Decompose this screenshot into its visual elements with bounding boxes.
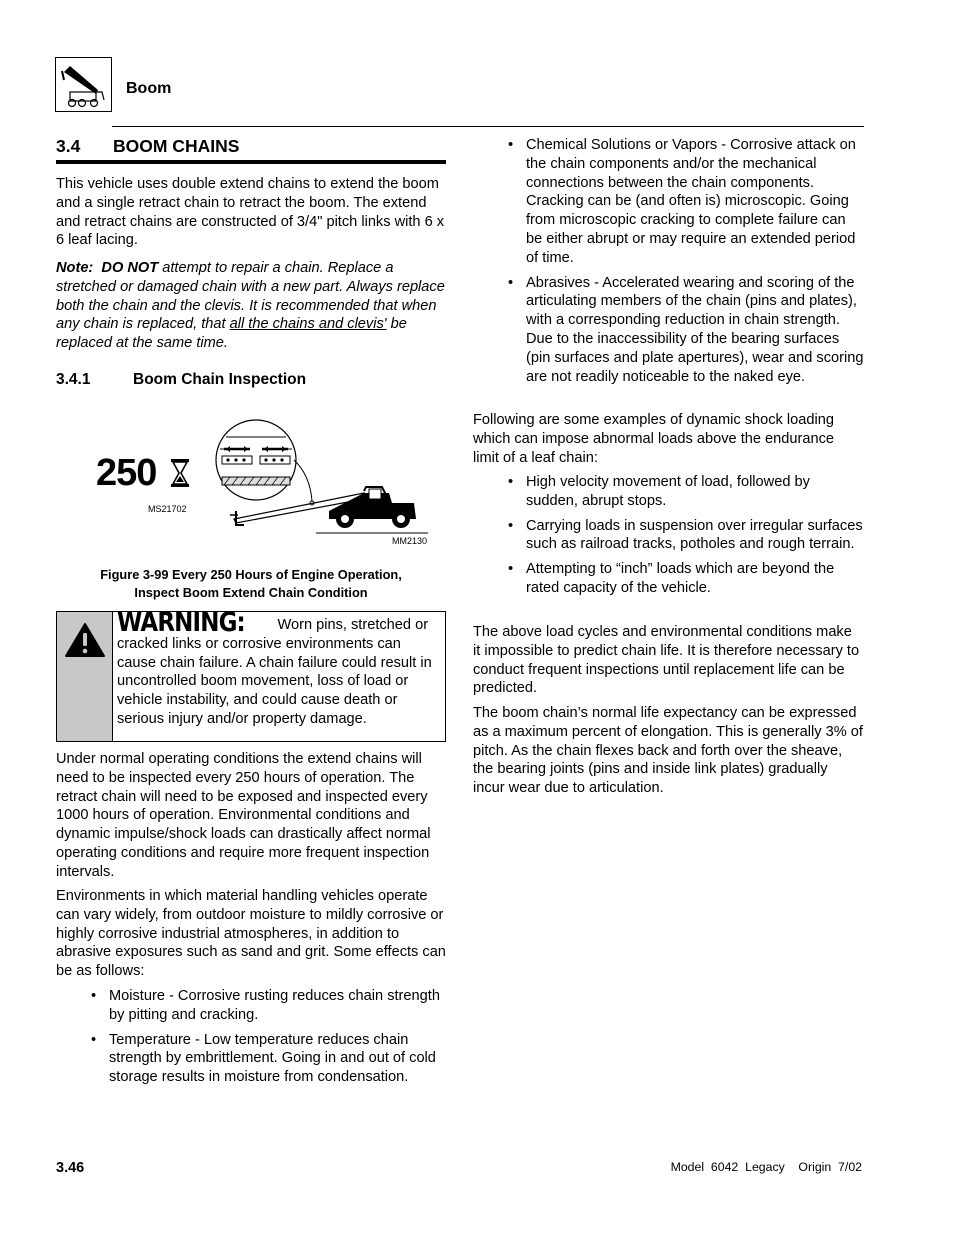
shock-loading-paragraph: Following are some examples of dynamic shock loading which can impose abnormal loads above the endurance limit of a leaf chain: [473, 412, 835, 466]
figure-code-right: MM2130 [392, 536, 428, 546]
note-paragraph [56, 259, 448, 353]
warning-word: WARNING: [117, 607, 245, 638]
figure-caption [56, 566, 446, 602]
figure-caption-line-2: Inspect Boom Extend Chain Condition [134, 585, 368, 600]
life-expectancy-paragraph: The boom chain’s normal life expectancy can be expressed as a maximum percent of elongation. This is generally 3% of pitch. As the chain flexes back and forth over the sheave, the bearing joints (pins and inside link plates) gradually incur wear due to articulation. [473, 705, 863, 797]
warning-box [56, 607, 446, 742]
list-item: • Temperature - Low temperature reduces chain strength by embrittlement. Going in and out of cold storage results in moisture from condensation. [91, 1031, 441, 1087]
intro-paragraph: This vehicle uses double extend chains to extend the boom and a single retract chain to retract the boom. The extend and retract chains are constructed of 3/4" pitch links with 6 x 6 leaf lacing. [56, 176, 445, 249]
subsection-heading [56, 371, 306, 389]
warning-sidebar [57, 612, 113, 741]
list-item: • Carrying loads in suspension over irregular surfaces such as railroad tracks, potholes and rough terrain. [508, 517, 864, 555]
list-item: • High velocity movement of load, followed by sudden, abrupt stops. [508, 473, 864, 511]
section-rule [56, 160, 446, 164]
chain-life-paragraph: The above load cycles and environmental conditions make it impossible to predict chain life. It is therefore necessary to conduct frequent inspections until replacement life can be predicted. [473, 624, 860, 697]
inspection-interval-paragraph: Under normal operating conditions the extend chains will need to be inspected every 250 hours of operation. The retract chain will need to be exposed and inspected every 1000 hours of operation. Environmental conditions and dynamic impulse/shock loads can drastically affect normal operating conditions and require more frequent inspection intervals. [56, 751, 431, 880]
note-label: Note: [56, 260, 94, 276]
list-item: • Attempting to “inch” loads which are beyond the rated capacity of the vehicle. [508, 560, 864, 598]
list-item: • Chemical Solutions or Vapors - Corrosive attack on the chain components and/or the mechanical connections between the chain components. Cracking can be (and often is) microscopic. Going from microscopic cracking to complete failure can be either abrupt or may require an extended period of time. [508, 136, 864, 268]
environment-effects-list [91, 987, 441, 1093]
environments-paragraph: Environments in which material handling vehicles operate can vary widely, from outdoor moisture to mildly corrosive or highly corrosive industrial atmospheres, in addition to abrasive exposures such as sand and grit. Some effects can be as follows: [56, 888, 446, 980]
warning-triangle-icon [64, 622, 106, 658]
hourglass-icon [170, 458, 190, 493]
section-heading [56, 136, 239, 157]
hours-number: 250 [96, 452, 157, 494]
footer-model-info: Model 6042 Legacy Origin 7/02 [670, 1160, 862, 1174]
note-emphasis: DO NOT [101, 260, 159, 276]
shock-loading-list [508, 473, 864, 604]
figure-caption-line-1: Figure 3-99 Every 250 Hours of Engine Operation, [100, 567, 402, 582]
header-title: Boom [126, 80, 172, 97]
list-item: • Moisture - Corrosive rusting reduces chain strength by pitting and cracking. [91, 987, 441, 1025]
note-underlined: all the chains and clevis' [229, 316, 387, 333]
boom-chain-illustration [214, 415, 434, 545]
note-text-1: attempt to repair a chain. Replace a stretched or damaged chain with a new part. Always replace both the chain and the clevis. It is recommended that when any chain is replaced, that [56, 260, 445, 333]
environment-effects-list-continued [508, 136, 864, 392]
subsection-title: Boom Chain Inspection [133, 371, 307, 388]
header-divider [112, 126, 864, 127]
subsection-number: 3.4.1 [56, 371, 91, 388]
note-text-2: be replaced at the same time. [56, 316, 407, 352]
section-number: 3.4 [56, 136, 81, 156]
page-number: 3.46 [56, 1160, 85, 1176]
warning-message: Worn pins, stretched or cracked links or corrosive environments can cause chain failure. A chain failure could result in uncontrolled boom movement, loss of load or vehicle instability, and could cause death or serious injury and/or property damage. [117, 617, 432, 727]
boom-logo-icon [55, 57, 112, 112]
list-item: • Abrasives - Accelerated wearing and scoring of the articulating members of the chain (pins and plates), with a corresponding reduction in chain strength. Due to the inaccessibility of the bearing surfaces (pin surfaces and plate apertures), wear and scoring are not readily noticeable to the naked eye. [508, 274, 864, 387]
figure-code-left: MS21702 [148, 504, 187, 514]
warning-text [117, 607, 443, 729]
section-title: BOOM CHAINS [113, 136, 240, 156]
